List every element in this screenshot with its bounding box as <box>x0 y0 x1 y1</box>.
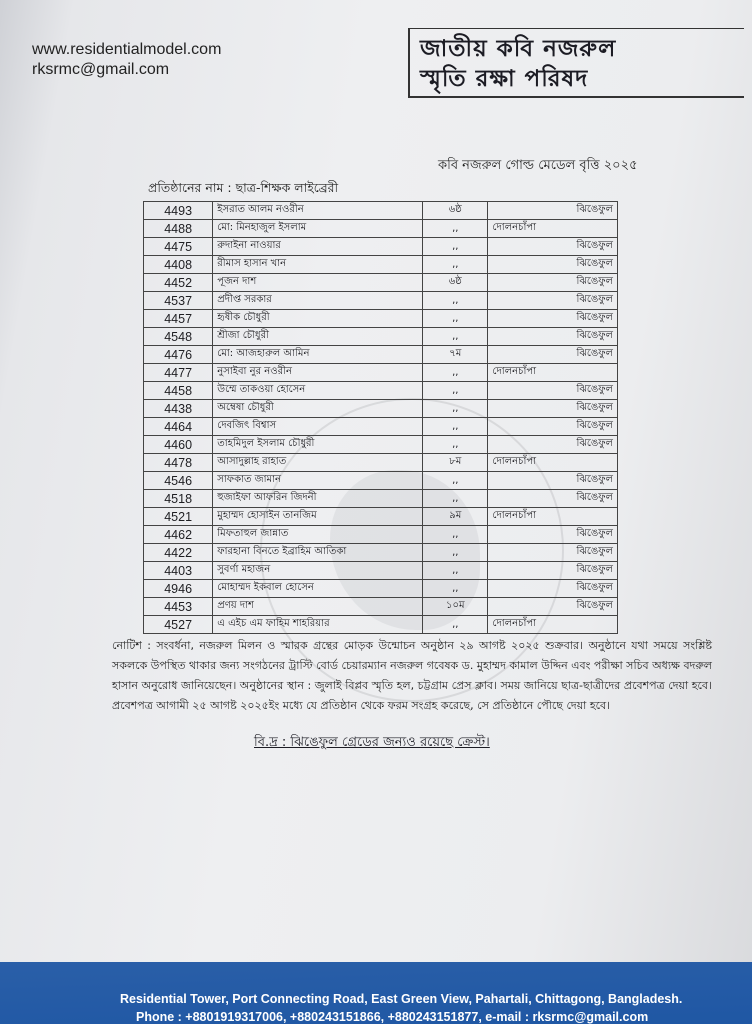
institution-name: প্রতিষ্ঠানের নাম : ছাত্র-শিক্ষক লাইব্রেরী <box>148 180 339 195</box>
cell-name: হৃষীক চৌধুরী <box>213 310 423 328</box>
cell-grade: ঝিঙেফুল <box>488 292 618 310</box>
cell-roll: 4476 <box>144 346 213 364</box>
org-name-line2: স্মৃতি রক্ষা পরিষদ <box>420 66 589 92</box>
cell-grade: ঝিঙেফুল <box>488 490 618 508</box>
table-row <box>144 544 618 562</box>
cell-roll: 4537 <box>144 292 213 310</box>
table-row <box>144 220 618 238</box>
cell-roll: 4521 <box>144 508 213 526</box>
table-row <box>144 400 618 418</box>
cell-name: নুসাইবা নুর নওরীন <box>213 364 423 382</box>
cell-roll: 4527 <box>144 616 213 634</box>
cell-cls: ১০ম <box>423 598 488 616</box>
cell-roll: 4458 <box>144 382 213 400</box>
table-row <box>144 418 618 436</box>
cell-grade: ঝিঙেফুল <box>488 562 618 580</box>
note-text: বি.দ্র : ঝিঙেফুল গ্রেডের জন্যও রয়েছে ক্রেস্ট। <box>254 735 490 750</box>
table-row <box>144 364 618 382</box>
cell-roll: 4408 <box>144 256 213 274</box>
cell-roll: 4478 <box>144 454 213 472</box>
cell-cls: ,, <box>423 364 488 382</box>
cell-cls: ,, <box>423 472 488 490</box>
cell-cls: ,, <box>423 580 488 598</box>
cell-name: দেবজিৎ বিশ্বাস <box>213 418 423 436</box>
cell-cls: ,, <box>423 382 488 400</box>
table-row <box>144 202 618 220</box>
table-row <box>144 382 618 400</box>
cell-roll: 4457 <box>144 310 213 328</box>
cell-cls: ৬ষ্ঠ <box>423 274 488 292</box>
result-table-body <box>144 202 618 634</box>
scholarship-title: কবি নজরুল গোল্ড মেডেল বৃত্তি ২০২৫ <box>438 158 638 173</box>
cell-cls: ,, <box>423 418 488 436</box>
cell-grade: ঝিঙেফুল <box>488 274 618 292</box>
cell-grade: ঝিঙেফুল <box>488 580 618 598</box>
table-row <box>144 328 618 346</box>
cell-name: মিফতাহুল জান্নাত <box>213 526 423 544</box>
footer-address: Residential Tower, Port Connecting Road, East Green View, Pahartali, Chittagong, Bangladesh. <box>120 992 683 1006</box>
cell-name: মুহাম্মদ হোসাইন তানজিম <box>213 508 423 526</box>
table-row <box>144 256 618 274</box>
cell-roll: 4546 <box>144 472 213 490</box>
cell-cls: ,, <box>423 562 488 580</box>
footer-band <box>0 962 752 1024</box>
cell-cls: ,, <box>423 220 488 238</box>
cell-cls: ,, <box>423 544 488 562</box>
cell-roll: 4488 <box>144 220 213 238</box>
cell-roll: 4453 <box>144 598 213 616</box>
cell-name: রীমাস হাসান খান <box>213 256 423 274</box>
cell-cls: ,, <box>423 490 488 508</box>
cell-grade: দোলনচাঁপা <box>488 454 618 472</box>
table-row <box>144 238 618 256</box>
cell-cls: ,, <box>423 526 488 544</box>
cell-grade: দোলনচাঁপা <box>488 616 618 634</box>
cell-cls: ৬ষ্ঠ <box>423 202 488 220</box>
table-row <box>144 274 618 292</box>
cell-cls: ৮ম <box>423 454 488 472</box>
cell-grade: ঝিঙেফুল <box>488 418 618 436</box>
cell-cls: ,, <box>423 256 488 274</box>
cell-roll: 4518 <box>144 490 213 508</box>
table-row <box>144 616 618 634</box>
cell-grade: ঝিঙেফুল <box>488 526 618 544</box>
cell-grade: ঝিঙেফুল <box>488 238 618 256</box>
organization-name <box>420 34 616 94</box>
cell-name: পূজন দাশ <box>213 274 423 292</box>
table-row <box>144 346 618 364</box>
cell-cls: ,, <box>423 292 488 310</box>
table-row <box>144 292 618 310</box>
cell-name: আসাদুল্লাহ রাহাত <box>213 454 423 472</box>
cell-roll: 4464 <box>144 418 213 436</box>
cell-grade: ঝিঙেফুল <box>488 202 618 220</box>
table-row <box>144 508 618 526</box>
cell-cls: ,, <box>423 238 488 256</box>
cell-grade: ঝিঙেফুল <box>488 256 618 274</box>
table-row <box>144 472 618 490</box>
cell-roll: 4548 <box>144 328 213 346</box>
cell-cls: ,, <box>423 328 488 346</box>
website-text: www.residentialmodel.com <box>32 41 222 58</box>
cell-grade: ঝিঙেফুল <box>488 328 618 346</box>
cell-name: ইসরাত আলম নওরীন <box>213 202 423 220</box>
cell-grade: ঝিঙেফুল <box>488 346 618 364</box>
table-row <box>144 598 618 616</box>
table-row <box>144 526 618 544</box>
cell-name: শ্রীজা চৌধুরী <box>213 328 423 346</box>
cell-grade: ঝিঙেফুল <box>488 400 618 418</box>
cell-grade: ঝিঙেফুল <box>488 472 618 490</box>
cell-grade: দোলনচাঁপা <box>488 508 618 526</box>
cell-name: মো: আজহারুল আমিন <box>213 346 423 364</box>
cell-grade: ঝিঙেফুল <box>488 598 618 616</box>
cell-name: উম্মে তাকওয়া হোসেন <box>213 382 423 400</box>
cell-cls: ,, <box>423 616 488 634</box>
cell-name: সাফকাত জামান <box>213 472 423 490</box>
cell-grade: দোলনচাঁপা <box>488 364 618 382</box>
cell-cls: ৯ম <box>423 508 488 526</box>
cell-name: রুদাইনা নাওয়ার <box>213 238 423 256</box>
email-text: rksrmc@gmail.com <box>32 61 170 78</box>
cell-grade: ঝিঙেফুল <box>488 436 618 454</box>
notice-paragraph: নোটিশ : সংবর্ধনা, নজরুল মিলন ও স্মারক গ্রন্থের মোড়ক উন্মোচন অনুষ্ঠান ২৯ আগষ্ট ২০২৫ শুক্রবার। অনুষ্ঠানে যথা সময়ে সংশ্লিষ্ট সকলকে উপস্থিত থাকার জন্য সংগঠনের ট্রাস্টি বোর্ড চেয়ারম্যান নজরুল গবেষক ড. মুহাম্মদ কামাল উদ্দিন এবং পরীক্ষা সচিব অধ্যক্ষ বদরুল হাসান অনুরোধ জানিয়েছেন। অনুষ্ঠানের স্থান : জুলাই বিপ্লব স্মৃতি হল, চট্টগ্রাম প্রেস ক্লাব। সময় জানিয়ে ছাত্র-ছাত্রীদের প্রবেশপত্র দেয়া হবে। প্রবেশপত্র আগামী ২৫ আগষ্ট ২০২৫ইং মধ্যে যে প্রতিষ্ঠান থেকে ফরম সংগ্রহ করেছে, সে প্রতিষ্ঠানে পৌছে দেয়া হবে। <box>112 639 712 712</box>
cell-name: হুজাইফা আফরিন জিদনী <box>213 490 423 508</box>
cell-roll: 4403 <box>144 562 213 580</box>
cell-roll: 4438 <box>144 400 213 418</box>
cell-name: তাহমিদুল ইসলাম চৌধুরী <box>213 436 423 454</box>
cell-name: অম্বেষা চৌধুরী <box>213 400 423 418</box>
org-bottom-rule <box>408 96 744 98</box>
cell-name: সুবর্ণা মহাজন <box>213 562 423 580</box>
cell-cls: ,, <box>423 310 488 328</box>
cell-roll: 4493 <box>144 202 213 220</box>
cell-cls: ,, <box>423 400 488 418</box>
cell-roll: 4460 <box>144 436 213 454</box>
cell-name: মো: মিনহাজুল ইসলাম <box>213 220 423 238</box>
cell-name: প্রদীপ্ত সরকার <box>213 292 423 310</box>
table-row <box>144 490 618 508</box>
cell-cls: ,, <box>423 436 488 454</box>
org-top-rule <box>408 28 744 29</box>
footer-phone: Phone : +8801919317006, +880243151866, +880243151877, e-mail : rksrmc@gmail.com <box>136 1010 649 1024</box>
org-name-line1: জাতীয় কবি নজরুল <box>420 36 617 62</box>
cell-name: মোহাম্মদ ইকবাল হোসেন <box>213 580 423 598</box>
contact-block <box>32 40 221 80</box>
cell-name: এ এইচ এম ফাহিম শাহরিয়ার <box>213 616 423 634</box>
cell-name: ফারহানা বিনতে ইব্রাহিম আতিকা <box>213 544 423 562</box>
cell-roll: 4422 <box>144 544 213 562</box>
cell-grade: ঝিঙেফুল <box>488 382 618 400</box>
result-table <box>143 201 618 634</box>
cell-roll: 4452 <box>144 274 213 292</box>
org-left-rule <box>408 28 410 98</box>
cell-roll: 4475 <box>144 238 213 256</box>
cell-grade: ঝিঙেফুল <box>488 544 618 562</box>
table-row <box>144 580 618 598</box>
cell-cls: ৭ম <box>423 346 488 364</box>
table-row <box>144 454 618 472</box>
cell-grade: দোলনচাঁপা <box>488 220 618 238</box>
table-row <box>144 436 618 454</box>
cell-name: প্রণয় দাশ <box>213 598 423 616</box>
cell-grade: ঝিঙেফুল <box>488 310 618 328</box>
table-row <box>144 562 618 580</box>
table-row <box>144 310 618 328</box>
cell-roll: 4946 <box>144 580 213 598</box>
cell-roll: 4462 <box>144 526 213 544</box>
cell-roll: 4477 <box>144 364 213 382</box>
